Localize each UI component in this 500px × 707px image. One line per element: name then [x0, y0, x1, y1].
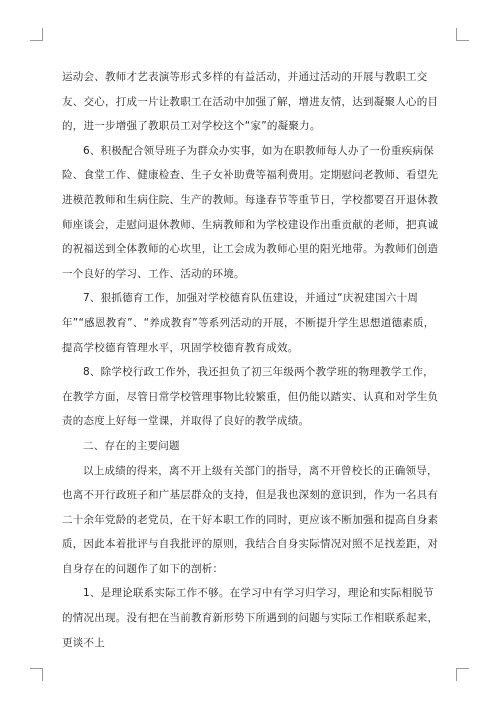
paragraph-item-1: 1、是理论联系实际工作不够。在学习中有学习归学习，理论和实际相脱节的情况出现。没有把在当前教育新形势下所遇到的问题与实际工作相联系起来，更谈不上	[62, 587, 439, 649]
document-body	[62, 65, 442, 655]
paragraph-item-7: 7、狠抓德育工作，加强对学校德育队伍建设，并通过“庆祝建国六十周年”“感恩教育”、“养成教育”等系列活动的开展，不断提升学生思想道德素质，提高学校德育管理水平，巩固学校德育教育成效。	[62, 292, 435, 354]
section-heading-problems: 二、存在的主要问题	[83, 439, 180, 452]
crop-mark-top-right	[456, 28, 469, 41]
crop-mark-top-left	[30, 28, 43, 41]
paragraph-activities: 运动会、教师才艺表演等形式多样的有益活动，并通过活动的开展与教职工交友、交心，打成一片让教职工在活动中加强了解，增进友情，达到凝聚人心的目的，进一步增强了教职员工对学校这个“家”的凝聚力。	[62, 71, 439, 133]
crop-mark-bottom-left	[30, 668, 43, 681]
crop-mark-bottom-right	[456, 668, 469, 681]
paragraph-analysis: 以上成绩的得来，离不开上级有关部门的指导，离不开曾校长的正确领导，也离不开行政班子和广基层群众的支持，但是我也深刻的意识到，作为一名具有二十余年党龄的老党员，在干好本职工作的同时，更应该不断加强和提高自身素质，因此本着批评与自我批评的原则，我结合自身实际情况对照不足找差距，对自身存在的问题作了如下的剖析：	[62, 464, 439, 575]
paragraph-item-8: 8、除学校行政工作外，我还担负了初三年级两个教学班的物理教学工作，在教学方面，尽管日常学校管理事物比较繁重，但仍能以踏实、认真和对学生负责的态度上好每一堂课，并取得了良好的教学成绩。	[62, 366, 439, 428]
paragraph-item-6: 6、积极配合领导班子为群众办实事，如为在职教师每人办了一份重疾病保险、食堂工作、健康检查、生子女补助费等福利费用。定期慰问老教师、看望先进模范教师和生病住院、生产的教师。每逢春节等重节日，学校都要召开退休教师座谈会，走慰问退休教师、生病教师和为学校建设作出重贡献的老师，把真诚的祝福送到全体教师的心坎里，让工会成为教师心里的阳光地带。为教师们创造一个良好的学习、工作、活动的环境。	[62, 144, 439, 280]
